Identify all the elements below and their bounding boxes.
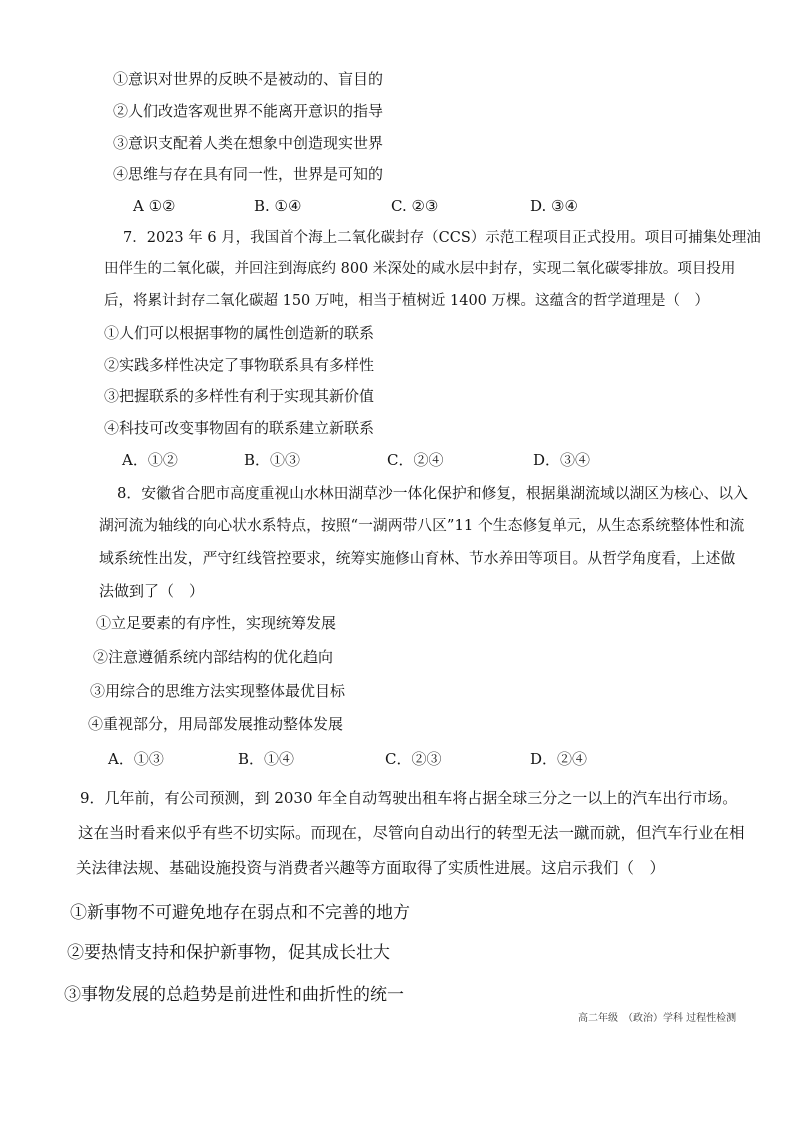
q9-statement-3: ③事物发展的总趋势是前进性和曲折性的统一 [64,985,404,1005]
q7-stem-line-1: 7．2023 年 6 月，我国首个海上二氧化碳封存（CCS）示范工程项目正式投用。项目可捕集处理油 [123,230,761,246]
q8-option-c: C．②③ [385,750,442,768]
q7-statement-4: ④科技可改变事物固有的联系建立新联系 [104,419,375,437]
q8-stem-line-2: 湖河流为轴线的向心状水系特点，按照“一湖两带八区”11 个生态修复单元，从生态系统整体性和流 [99,517,745,534]
q9-statement-1: ①新事物不可避免地存在弱点和不完善的地方 [70,903,410,923]
q6-statement-1: ①意识对世界的反映不是被动的、盲目的 [113,70,384,88]
q9-stem-line-2: 这在当时看来似乎有些不切实际。而现在，尽管向自动出行的转型无法一蹴而就，但汽车行业在相 [78,824,745,842]
q8-option-b: B．①④ [238,750,295,768]
page-footer: 高二年级 （政治）学科 过程性检测 [578,1013,737,1024]
q7-statement-1: ①人们可以根据事物的属性创造新的联系 [104,324,375,342]
q6-statement-4: ④思维与存在具有同一性，世界是可知的 [113,165,384,183]
q6-options [0,196,794,216]
q7-statement-2: ②实践多样性决定了事物联系具有多样性 [104,356,375,374]
q7-option-d: D．③④ [533,451,591,469]
q6-statement-2: ②人们改造客观世界不能离开意识的指导 [113,102,384,120]
q8-options [0,749,794,769]
q7-options [0,450,794,470]
q7-stem-line-3: 后，将累计封存二氧化碳超 150 万吨，相当于植树近 1400 万棵。这蕴含的哲学道理是（ ） [104,293,710,309]
q8-option-d: D．②④ [530,750,588,768]
q8-stem-line-1: 8．安徽省合肥市高度重视山水林田湖草沙一体化保护和修复，根据巢湖流域以湖区为核心、以入 [117,485,748,502]
q8-statement-4: ④重视部分，用局部发展推动整体发展 [88,715,344,733]
q9-stem-line-1: 9．几年前，有公司预测，到 2030 年全自动驾驶出租车将占据全球三分之一以上的汽车出行市场。 [80,789,738,807]
q6-option-b: B. ①④ [254,197,302,215]
q7-statement-3: ③把握联系的多样性有利于实现其新价值 [104,387,375,405]
q6-option-d: D. ③④ [530,197,578,215]
q8-statement-1: ①立足要素的有序性，实现统筹发展 [96,614,337,632]
q7-option-a: A．①② [122,451,178,469]
q8-stem-line-4: 法做到了（ ） [99,582,205,600]
q9-statement-2: ②要热情支持和保护新事物，促其成长壮大 [67,943,390,963]
q8-statement-3: ③用综合的思维方法实现整体最优目标 [90,682,346,700]
q7-option-b: B．①③ [244,451,301,469]
q6-option-c: C. ②③ [391,197,439,215]
q6-statement-3: ③意识支配着人类在想象中创造现实世界 [113,134,384,152]
q7-stem-line-2: 田伴生的二氧化碳，并回注到海底约 800 米深处的咸水层中封存，实现二氧化碳零排放。项目投用 [104,261,736,277]
q8-stem-line-3: 域系统性出发，严守红线管控要求，统筹实施修山育林、节水养田等项目。从哲学角度看，上述做 [99,550,736,567]
q8-statement-2: ②注意遵循系统内部结构的优化趋向 [93,648,334,666]
q6-option-a: A ①② [133,197,176,215]
q8-option-a: A．①③ [108,750,164,768]
q7-option-c: C．②④ [387,451,444,469]
q9-stem-line-3: 关法律法规、基础设施投资与消费者兴趣等方面取得了实质性进展。这启示我们（ ） [76,859,666,877]
